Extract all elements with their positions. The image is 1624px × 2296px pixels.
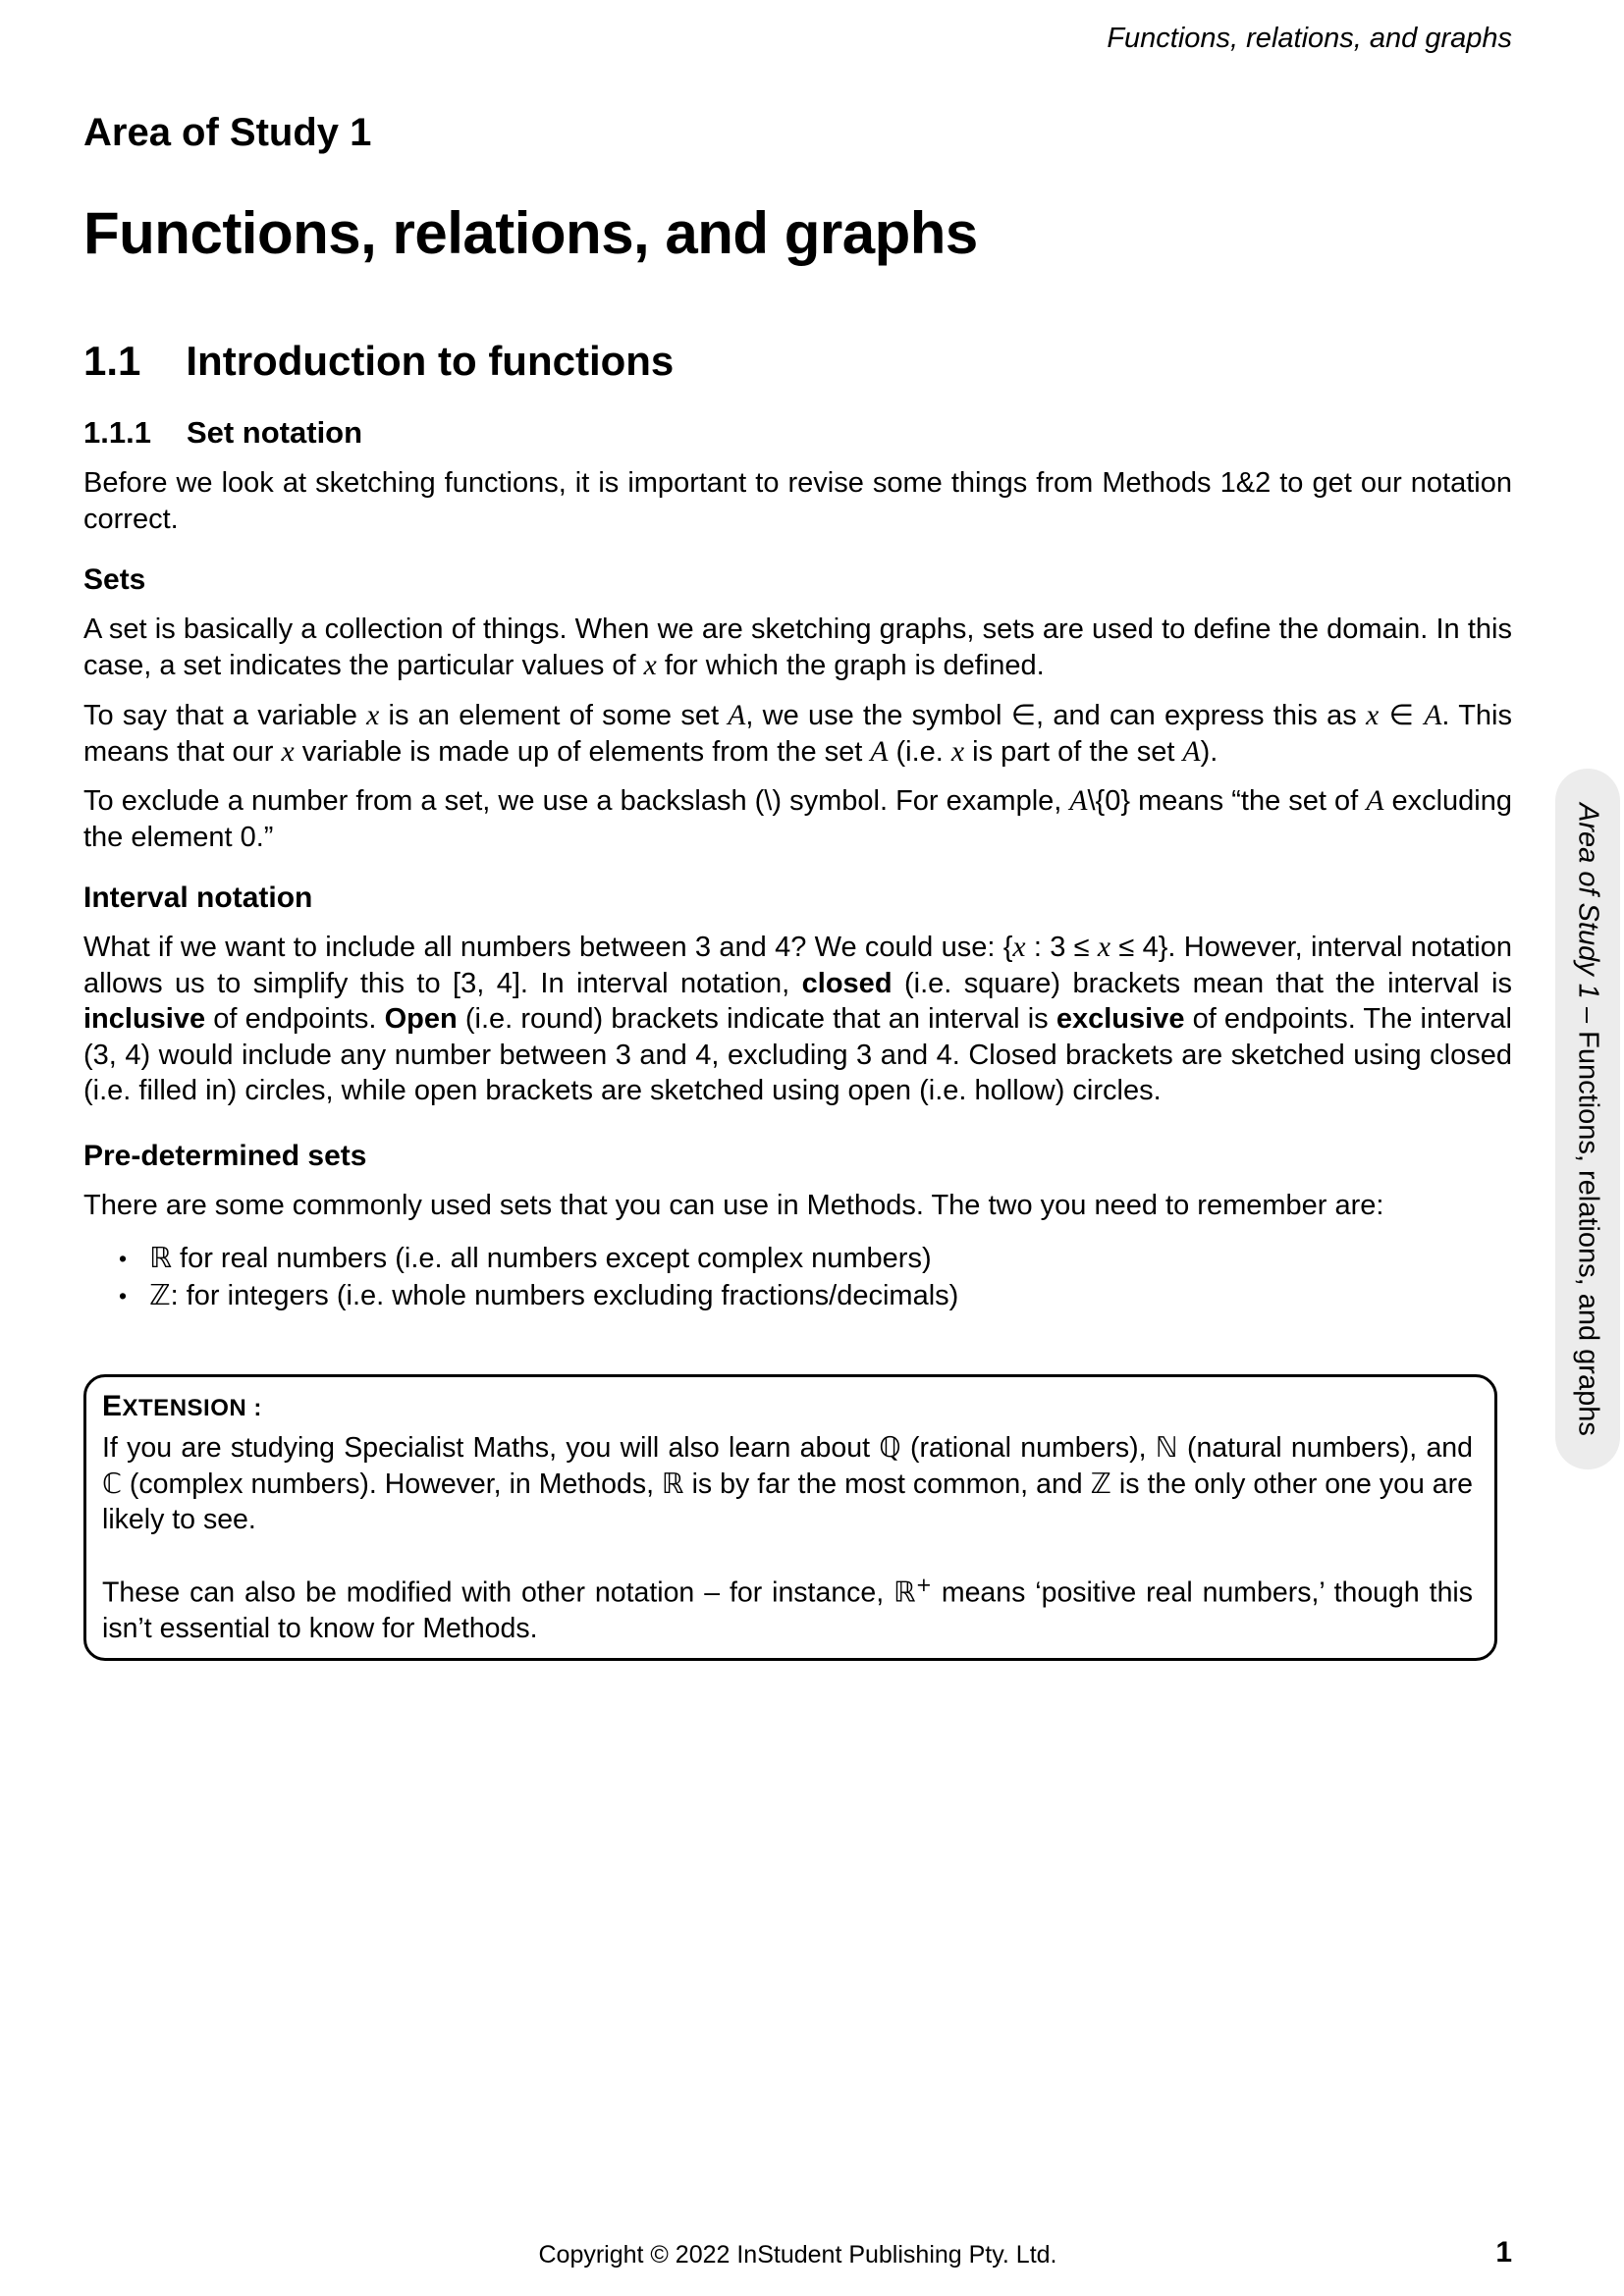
extension-paragraph-1: If you are studying Specialist Maths, you will also learn about ℚ (rational numbers), ℕ (natural numbers), and ℂ (complex numbers). However, in Methods, ℝ is by far the most common, and ℤ is the only other one you are likely to see. bbox=[102, 1431, 1474, 1535]
chapter-side-tab bbox=[1555, 769, 1620, 1469]
chapter-kicker: Area of Study 1 bbox=[83, 111, 372, 154]
section-number: 1.1 bbox=[83, 338, 141, 384]
extension-callout-box bbox=[83, 1374, 1497, 1661]
interval-notation-heading: Interval notation bbox=[83, 881, 313, 914]
integers-symbol: ℤ bbox=[1090, 1467, 1111, 1500]
main-content bbox=[83, 0, 1512, 1661]
footer-copyright: Copyright © 2022 InStudent Publishing Pty. Ltd. bbox=[538, 2241, 1057, 2269]
subsection-number: 1.1.1 bbox=[83, 415, 151, 450]
sets-paragraph-2: To say that a variable x is an element of some set A, we use the symbol ∈, and can express this as x ∈ A. This means that our x variable is made up of elements from the set A (i.e. x is part of the set A). bbox=[83, 698, 1512, 768]
extension-paragraph-2: These can also be modified with other notation – for instance, ℝ+ means ‘positive real numbers,’ though this isn’t essential to know for Methods. bbox=[102, 1573, 1473, 1644]
real-numbers-symbol: ℝ bbox=[893, 1575, 916, 1608]
sets-paragraph-1: A set is basically a collection of things. When we are sketching graphs, sets are used to define the domain. In this case, a set indicates the particular values of x for which the graph is defined. bbox=[83, 614, 1512, 681]
subsection-title: Set notation bbox=[186, 415, 363, 450]
bullet-icon: • bbox=[119, 1282, 128, 1308]
rational-numbers-symbol: ℚ bbox=[879, 1431, 901, 1464]
integers-symbol: ℤ bbox=[149, 1277, 171, 1311]
list-item: • ℝ for real numbers (i.e. all numbers except complex numbers) bbox=[83, 1240, 1512, 1277]
page-number: 1 bbox=[1495, 2236, 1512, 2269]
section-heading bbox=[83, 338, 1512, 385]
side-tab-label: Area of Study 1 – Functions, relations, and graphs bbox=[1572, 802, 1604, 1436]
intro-paragraph: Before we look at sketching functions, it is important to revise some things from Methods 1&2 to get our notation correct. bbox=[83, 467, 1512, 535]
bullet-icon: • bbox=[119, 1246, 128, 1271]
chapter-title: Functions, relations, and graphs bbox=[83, 200, 978, 266]
predetermined-paragraph: There are some commonly used sets that you can use in Methods. The two you need to remember are: bbox=[83, 1189, 1384, 1221]
complex-numbers-symbol: ℂ bbox=[102, 1467, 122, 1500]
element-of-symbol: ∈ bbox=[1010, 698, 1036, 731]
element-of-symbol: ∈ bbox=[1379, 698, 1425, 731]
natural-numbers-symbol: ℕ bbox=[1155, 1431, 1178, 1464]
list-item: • ℤ: for integers (i.e. whole numbers excluding fractions/decimals) bbox=[83, 1277, 1512, 1314]
section-title: Introduction to functions bbox=[186, 338, 675, 384]
plus-superscript: + bbox=[915, 1573, 932, 1596]
real-numbers-symbol: ℝ bbox=[149, 1241, 172, 1274]
real-numbers-symbol: ℝ bbox=[662, 1467, 684, 1500]
subsection-heading bbox=[83, 414, 1512, 452]
sets-paragraph-3: To exclude a number from a set, we use a backslash (\) symbol. For example, A\{0} means “the set of A excluding the element 0.” bbox=[83, 785, 1513, 853]
sets-heading: Sets bbox=[83, 563, 146, 596]
predetermined-sets-heading: Pre-determined sets bbox=[83, 1139, 367, 1172]
running-header: Functions, relations, and graphs bbox=[1107, 23, 1512, 54]
interval-paragraph: What if we want to include all numbers between 3 and 4? We could use: {x : 3 ≤ x ≤ 4}. However, interval notation allows us to simplify this to [3, 4]. In interval notation, closed (i.e. square) brackets mean that the interval is inclusive of endpoints. Open (i.e. round) brackets indicate that an interval is exclusive of endpoints. The interval (3, 4) would include any number between 3 and 4, excluding 3 and 4. Closed brackets are sketched using closed (i.e. filled in) circles, while open brackets are sketched using open (i.e. hollow) circles. bbox=[83, 932, 1512, 1106]
extension-label: EXTENSION : bbox=[102, 1390, 262, 1422]
predetermined-sets-list bbox=[83, 1240, 1512, 1313]
